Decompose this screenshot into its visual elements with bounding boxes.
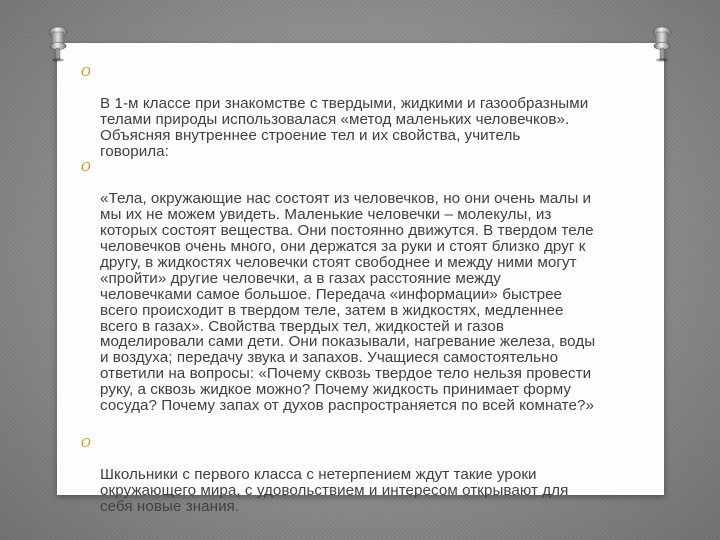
paragraph-1-text: В 1-м классе при знакомстве с твердыми, жидкими и газообразными телами природы использовалася «метод маленьких человечков». Объясняя внутреннее строение тел и их свойства, учитель говорила: [100, 94, 589, 160]
pushpin-right-icon [651, 26, 673, 62]
pushpin-left-icon [47, 26, 69, 62]
paragraph-3 [80, 435, 655, 515]
slide-content [80, 64, 655, 514]
paragraph-2-text: «Тела, окружающие нас состоят из человечков, но они очень малы и мы их не можем увидеть. Маленькие человечки – молекулы, из которых состоят вещества. Они постоянно движутся. В твердом теле человечков очень много, они держатся за руки и стоят близко друг к другу, в жидкостях человечки стоят свободнее и между ними могут «пройти» другие человечки, а в газах расстояние между человечками самое большое. Передача «информации» быстрее всего происходит в твердом теле, затем в жидкостях, медленнее всего в газах». Свойства твердых тел, жидкостей и газов моделировали сами дети. Они показывали, нагревание железа, воды и воздуха; передачу звука и запахов. Учащиеся самостоятельно ответили на вопросы: «Почему сквозь твердое тело нельзя провести руку, а сквозь жидкое можно? Почему жидкость принимает форму сосуда? Почему запах от духов распространяется по всей комнате?» [100, 190, 596, 415]
bullet-marker-icon: O [81, 160, 91, 175]
paragraph-1 [80, 64, 655, 159]
paragraph-2 [80, 159, 655, 414]
bullet-marker-icon: O [81, 435, 91, 450]
bullet-marker-icon: O [81, 65, 91, 79]
paragraph-3-text: Школьники с первого класса с нетерпением ждут такие уроки окружающего мира, с удовольствием и интересом открывают для себя новые знания. [100, 465, 569, 515]
